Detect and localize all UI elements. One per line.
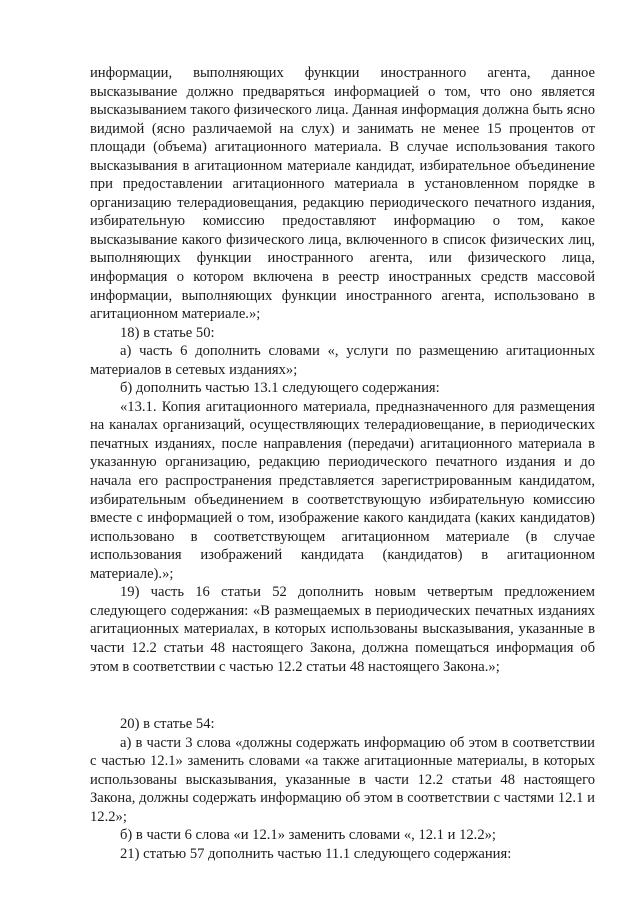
paragraph-item-19: 19) часть 16 статьи 52 дополнить новым четвертым предложением следующего содержания: «В размещаемых в периодических печатных изданиях агитационных материалах, в которых использованы высказывания, указанные в части 12.2 статьи 48 настоящего Закона, должна помещаться информация об этом в соответствии с частью 12.2 статьи 48 настоящего Закона.»;: [90, 584, 595, 675]
paragraph-item-20: 20) в статье 54:: [120, 716, 215, 732]
text-block-lower: [90, 715, 595, 863]
text-block-upper: [90, 64, 595, 676]
paragraph-item-18a: а) часть 6 дополнить словами «, услуги по размещению агитационных материалов в сетевых изданиях»;: [90, 343, 595, 378]
paragraph-continuation: информации, выполняющих функции иностранного агента, данное высказывание должно предваряться информацией о том, что оно является высказыванием такого физического лица. Данная информация должна быть ясно видимой (ясно различаемой на слух) и занимать не менее 15 процентов от площади (объема) агитационного материала. В случае использования такого высказывания в агитационном материале кандидат, избирательное объединение при предоставлении агитационного материала в установленном порядке в организацию телерадиовещания, редакцию периодического печатного издания, избирательную комиссию предоставляют информацию о том, какое высказывание какого физического лица, включенного в список физических лиц, выполняющих функции иностранного агента, или физического лица, информация о котором включена в реестр иностранных средств массовой информации, выполняющих функции иностранного агента, использовано в агитационном материале.»;: [90, 65, 595, 323]
paragraph-part-13-1: «13.1. Копия агитационного материала, предназначенного для размещения на каналах организаций, осуществляющих телерадиовещание, в периодических печатных изданиях, после направления (передачи) агитационного материала в указанную организацию, редакцию периодического печатного издания и до начала его распространения представляется зарегистрированным кандидатом, избирательным объединением в соответствующую избирательную комиссию вместе с информацией о том, изображение какого кандидата (каких кандидатов) использовано в соответствующем агитационном материале (в случае использования изображений кандидата (кандидатов) в агитационном материале).»;: [90, 398, 595, 582]
paragraph-item-18: 18) в статье 50:: [120, 324, 215, 341]
paragraph-item-20a: а) в части 3 слова «должны содержать информацию об этом в соответствии с частью 12.1» заменить словами «а также агитационные материалы, в которых использованы высказывания, указанные в части 12.2 статьи 48 настоящего Закона, должны содержать информацию об этом в соответствии с частями 12.1 и 12.2»;: [90, 734, 595, 825]
paragraph-item-18b: б) дополнить частью 13.1 следующего содержания:: [120, 380, 440, 397]
paragraph-item-20b: б) в части 6 слова «и 12.1» заменить словами «, 12.1 и 12.2»;: [120, 827, 496, 844]
paragraph-item-21: 21) статью 57 дополнить частью 11.1 следующего содержания:: [120, 845, 512, 862]
